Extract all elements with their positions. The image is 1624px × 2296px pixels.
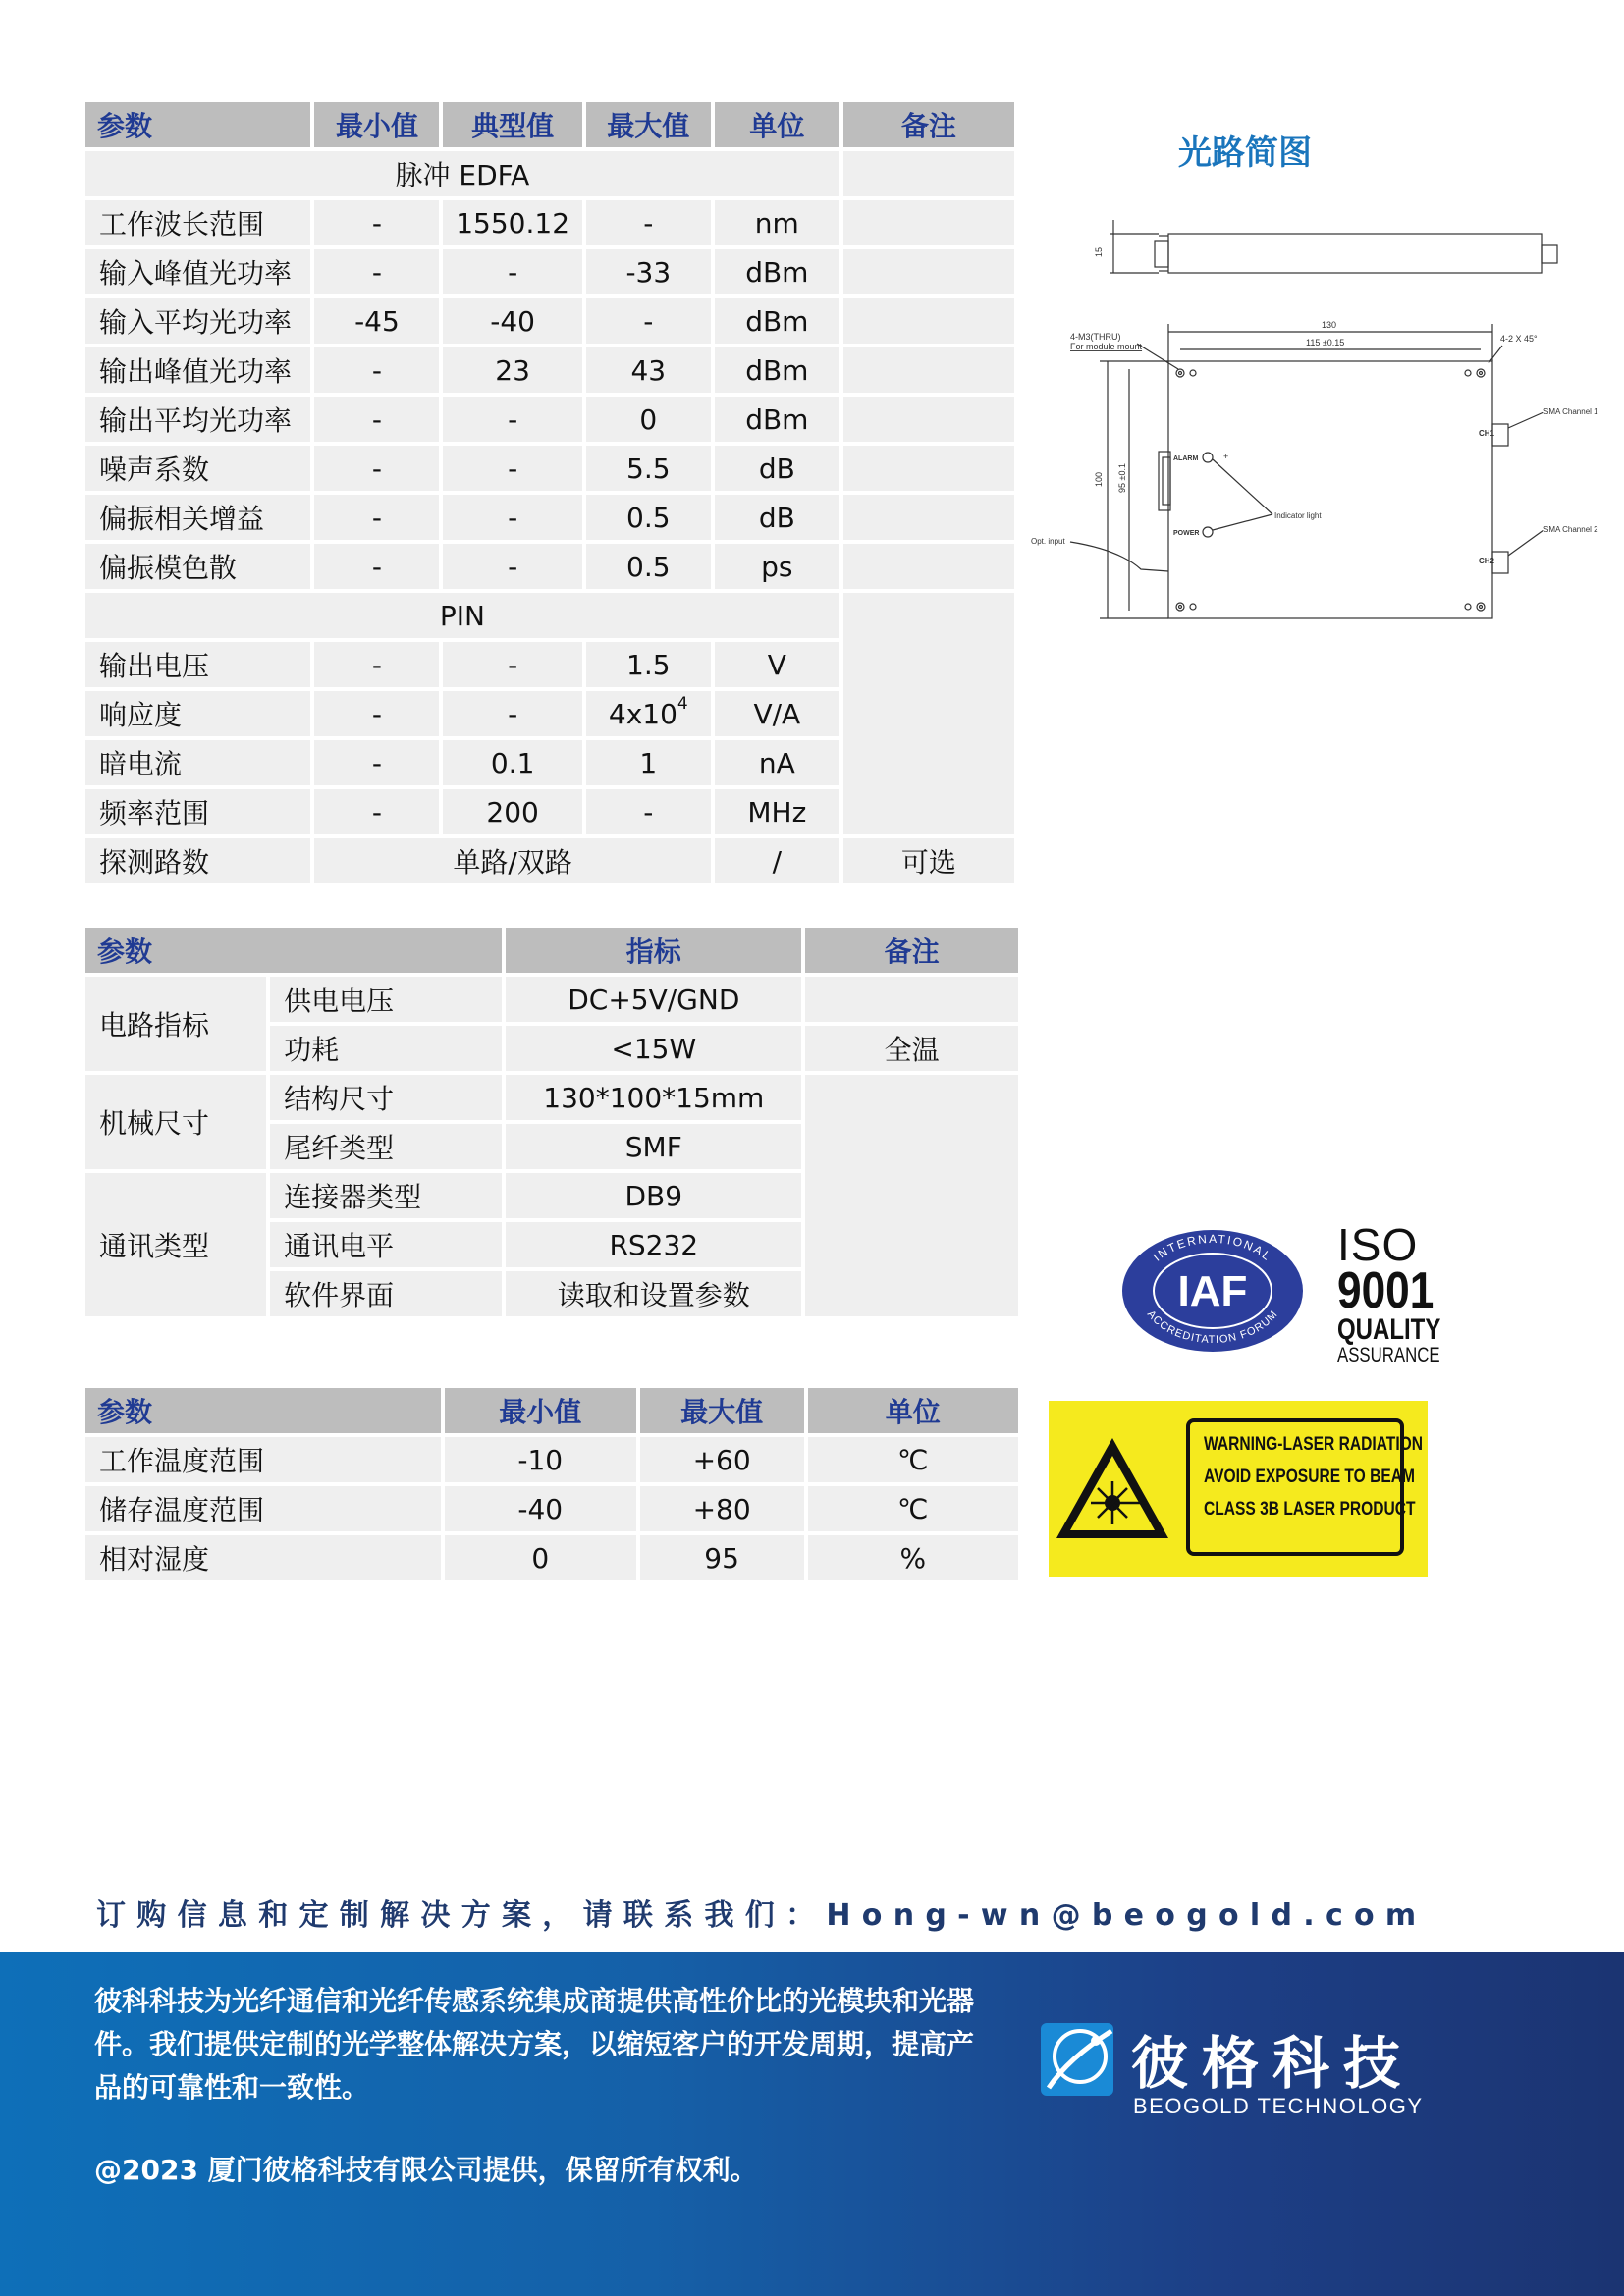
table-cell: dBm: [715, 298, 839, 344]
table-cell: -: [586, 298, 711, 344]
table-cell: 响应度: [85, 691, 310, 736]
table-row: [85, 200, 1014, 245]
table-cell: V: [715, 642, 839, 687]
table-cell: 偏振模色散: [85, 544, 310, 589]
table-row: [85, 1437, 1018, 1482]
table-cell: ps: [715, 544, 839, 589]
sma-label: SMA Channel 1: [1543, 407, 1598, 416]
note-cell: [805, 1075, 1018, 1316]
table-row: [85, 1486, 1018, 1531]
table-cell: -: [314, 691, 439, 736]
iaf-ring-top: INTERNATIONAL: [1150, 1231, 1275, 1264]
note-cell: [843, 446, 1014, 491]
table-cell: -: [314, 495, 439, 540]
table-row: [85, 298, 1014, 344]
table-cell: -: [443, 544, 581, 589]
table-cell: 0: [445, 1535, 636, 1580]
responsivity-cell: [586, 691, 711, 736]
table-cell: -: [443, 397, 581, 442]
table-cell: -: [586, 789, 711, 834]
table-cell: -: [314, 397, 439, 442]
table-cell: -45: [314, 298, 439, 344]
warning-text-box: [1186, 1418, 1424, 1556]
table-cell: nm: [715, 200, 839, 245]
contact-line: 订购信息和定制解决方案，请联系我们：Hong-wn@beogold.com: [96, 1898, 1428, 1933]
table-cell: -: [314, 200, 439, 245]
table-cell: -40: [445, 1486, 636, 1531]
table-cell: 软件界面: [270, 1271, 502, 1316]
header-cell: 指标: [506, 928, 801, 973]
table-cell: 130*100*15mm: [506, 1075, 801, 1120]
table-cell: 1.5: [586, 642, 711, 687]
table-cell: 结构尺寸: [270, 1075, 502, 1120]
section-edfa: 脉冲 EDFA: [85, 151, 839, 196]
led-label: ALARM: [1173, 455, 1199, 462]
table-cell: 储存温度范围: [85, 1486, 441, 1531]
table-row: [85, 397, 1014, 442]
general-specs-table: [81, 924, 1022, 1320]
table-row: [85, 347, 1014, 393]
table-cell: 输出电压: [85, 642, 310, 687]
iaf-text: IAF: [1177, 1267, 1248, 1315]
company-description: 彼科科技为光纤通信和光纤传感系统集成商提供高性价比的光模块和光器件。我们提供定制的光学整体解决方案，以缩短客户的开发周期，提高产品的可靠性和一致性。: [94, 1985, 975, 2104]
table-row: [85, 1535, 1018, 1580]
note-cell: [843, 593, 1014, 834]
table-cell: dB: [715, 495, 839, 540]
header-cell: 最大值: [586, 102, 711, 147]
table-cell: V/A: [715, 691, 839, 736]
table-cell: /: [715, 838, 839, 883]
note-cell: [843, 249, 1014, 294]
table-cell: +60: [640, 1437, 804, 1482]
table-cell: -: [443, 495, 581, 540]
table-row: [85, 1075, 1018, 1120]
header-cell: 最小值: [314, 102, 439, 147]
dim-label: 95 ±0.1: [1117, 463, 1127, 493]
table-cell: 噪声系数: [85, 446, 310, 491]
table-cell: 探测路数: [85, 838, 310, 883]
table-row: [85, 495, 1014, 540]
note-cell: 全温: [805, 1026, 1018, 1071]
led-label: POWER: [1173, 530, 1200, 537]
iaf-logo: [1119, 1227, 1306, 1355]
laser-hazard-icon: [1049, 1401, 1176, 1577]
iso-9001-badge: [1337, 1219, 1467, 1366]
header-cell: 备注: [843, 102, 1014, 147]
group-cell: 机械尺寸: [85, 1075, 266, 1169]
quality-text: QUALITY: [1337, 1313, 1441, 1346]
table-cell: 95: [640, 1535, 804, 1580]
note-cell: [843, 397, 1014, 442]
logo-english: BEOGOLD TECHNOLOGY: [1133, 2094, 1424, 2118]
channel-label: CH2: [1479, 557, 1495, 565]
table-cell: 偏振相关增益: [85, 495, 310, 540]
table-cell: -: [443, 691, 581, 736]
table-cell: ℃: [808, 1486, 1018, 1531]
note-cell: [843, 151, 1014, 196]
table-cell: 单路/双路: [314, 838, 710, 883]
table-cell: +80: [640, 1486, 804, 1531]
table-cell: -: [314, 347, 439, 393]
table-cell: 频率范围: [85, 789, 310, 834]
note-cell: [843, 200, 1014, 245]
table-cell: 工作温度范围: [85, 1437, 441, 1482]
table-cell: 输入峰值光功率: [85, 249, 310, 294]
table-row: [85, 838, 1014, 883]
dim-label: 115 ±0.15: [1306, 338, 1345, 347]
table-cell: 通讯电平: [270, 1222, 502, 1267]
warning-line: AVOID EXPOSURE TO BEAM: [1204, 1467, 1415, 1487]
table-cell: 23: [443, 347, 581, 393]
led-plus-mark: +: [1223, 452, 1229, 461]
channel-label: CH1: [1479, 429, 1495, 438]
table-cell: 200: [443, 789, 581, 834]
table-cell: 5.5: [586, 446, 711, 491]
note-cell: [843, 347, 1014, 393]
header-cell: 单位: [808, 1388, 1018, 1433]
diagram-title: 光路简图: [1178, 133, 1312, 173]
table-cell: -: [586, 200, 711, 245]
table-cell: 暗电流: [85, 740, 310, 785]
table-cell: -: [443, 249, 581, 294]
table-header-row: [85, 102, 1014, 147]
table-header-row: [85, 928, 1018, 973]
table-cell: -40: [443, 298, 581, 344]
note-cell: [843, 544, 1014, 589]
table-cell: 输入平均光功率: [85, 298, 310, 344]
table-cell: 连接器类型: [270, 1173, 502, 1218]
optical-path-diagram: [1031, 206, 1620, 628]
note-cell: [805, 977, 1018, 1022]
table-cell: 0.1: [443, 740, 581, 785]
table-row: [85, 446, 1014, 491]
table-cell: DB9: [506, 1173, 801, 1218]
table-cell: dBm: [715, 249, 839, 294]
copyright: @2023 厦门彼格科技有限公司提供，保留所有权利。: [94, 2154, 758, 2186]
table-cell: -: [314, 544, 439, 589]
table-cell: -: [443, 642, 581, 687]
dim-label: 4-2 X 45°: [1500, 334, 1538, 344]
note-cell: [843, 298, 1014, 344]
header-cell: 备注: [805, 928, 1018, 973]
table-cell: 1: [586, 740, 711, 785]
warning-line: WARNING-LASER RADIATION: [1204, 1434, 1424, 1455]
table-cell: -33: [586, 249, 711, 294]
warning-line: CLASS 3B LASER PRODUCT: [1204, 1499, 1416, 1520]
logo-chinese: 彼格科技: [1131, 2030, 1415, 2097]
dim-label: 130: [1322, 320, 1337, 330]
table-cell: RS232: [506, 1222, 801, 1267]
header-cell: 参数: [85, 1388, 441, 1433]
assurance-text: ASSURANCE: [1337, 1344, 1440, 1366]
input-label: Opt. input: [1031, 537, 1065, 546]
header-cell: 最大值: [640, 1388, 804, 1433]
table-cell: -: [314, 642, 439, 687]
header-cell: 参数: [85, 102, 310, 147]
table-cell: 0.5: [586, 544, 711, 589]
table-cell: dB: [715, 446, 839, 491]
table-cell: ℃: [808, 1437, 1018, 1482]
table-cell: -: [314, 249, 439, 294]
table-cell: dBm: [715, 397, 839, 442]
company-logo: [1039, 2019, 1424, 2118]
table-row: [85, 977, 1018, 1022]
dim-label: 15: [1094, 246, 1104, 257]
section-row: [85, 151, 1014, 196]
table-cell: dBm: [715, 347, 839, 393]
table-cell: 相对湿度: [85, 1535, 441, 1580]
iaf-ring-bottom: ACCREDITATION FORUM: [1144, 1308, 1281, 1347]
section-pin: PIN: [85, 593, 839, 638]
table-cell: 读取和设置参数: [506, 1271, 801, 1316]
table-cell: -: [314, 789, 439, 834]
responsivity-exponent: 4: [677, 693, 688, 714]
table-cell: 输出平均光功率: [85, 397, 310, 442]
responsivity-base: 4x10: [608, 697, 677, 730]
table-cell: 0.5: [586, 495, 711, 540]
table-cell: -: [314, 740, 439, 785]
table-header-row: [85, 1388, 1018, 1433]
table-cell: 功耗: [270, 1026, 502, 1071]
table-cell: nA: [715, 740, 839, 785]
dim-label: 100: [1094, 471, 1104, 487]
footer-banner: [0, 1952, 1624, 2296]
indicator-label: Indicator light: [1274, 511, 1322, 520]
section-row: [85, 593, 1014, 638]
note-cell: [843, 495, 1014, 540]
header-cell: 最小值: [445, 1388, 636, 1433]
table-cell: DC+5V/GND: [506, 977, 801, 1022]
table-cell: -10: [445, 1437, 636, 1482]
table-cell: SMF: [506, 1124, 801, 1169]
optical-specs-table: [81, 98, 1018, 887]
table-cell: 0: [586, 397, 711, 442]
laser-warning-label: [1049, 1401, 1428, 1577]
table-cell: <15W: [506, 1026, 801, 1071]
header-cell: 参数: [85, 928, 502, 973]
table-cell: 尾纤类型: [270, 1124, 502, 1169]
iso-number: 9001: [1337, 1262, 1435, 1319]
top-view: [1031, 320, 1598, 618]
dim-label: For module mount: [1070, 342, 1143, 351]
group-cell: 电路指标: [85, 977, 266, 1071]
iso-text: ISO: [1337, 1219, 1419, 1270]
table-cell: -: [443, 446, 581, 491]
table-cell: 供电电压: [270, 977, 502, 1022]
table-cell: 1550.12: [443, 200, 581, 245]
table-cell: 43: [586, 347, 711, 393]
table-cell: 工作波长范围: [85, 200, 310, 245]
logo-mark-icon: [1039, 2019, 1117, 2098]
table-row: [85, 249, 1014, 294]
header-cell: 典型值: [443, 102, 581, 147]
environment-table: [81, 1384, 1022, 1584]
group-cell: 通讯类型: [85, 1173, 266, 1316]
sma-label: SMA Channel 2: [1543, 525, 1598, 534]
table-row: [85, 544, 1014, 589]
header-cell: 单位: [715, 102, 839, 147]
table-cell: %: [808, 1535, 1018, 1580]
note-cell: 可选: [843, 838, 1014, 883]
table-cell: MHz: [715, 789, 839, 834]
side-view: [1094, 220, 1557, 273]
dim-label: 4-M3(THRU): [1070, 332, 1121, 342]
table-cell: -: [314, 446, 439, 491]
table-cell: 输出峰值光功率: [85, 347, 310, 393]
